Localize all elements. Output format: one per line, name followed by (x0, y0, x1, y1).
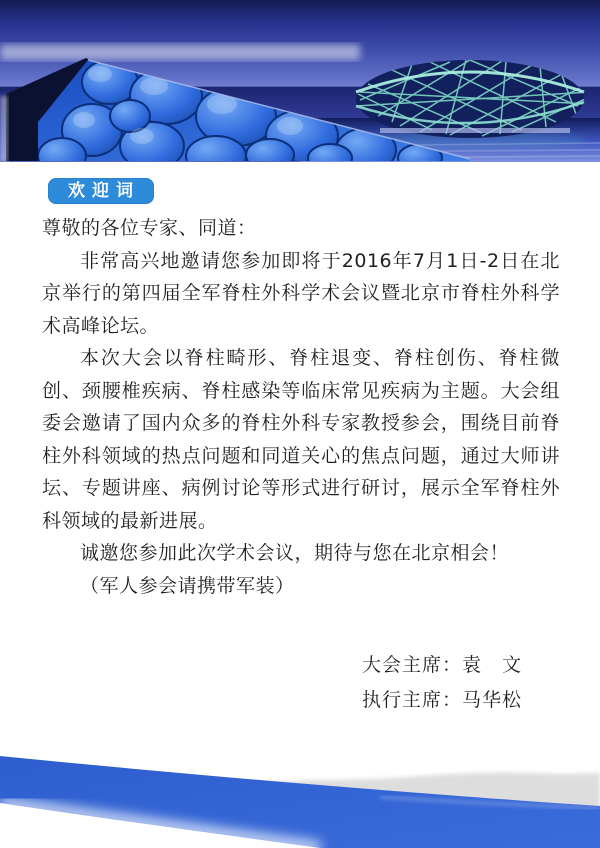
header-image (0, 0, 600, 162)
paragraph-uniform-note: （军人参会请携带军装） (80, 574, 295, 597)
signature-executive-chairman: 执行主席：马华松 (361, 689, 522, 711)
haze-band (0, 44, 360, 60)
footer-wave-illustration (0, 736, 600, 848)
welcome-letter-body (0, 212, 600, 602)
welcome-badge-label: 欢迎词 (68, 181, 140, 201)
paragraph-closing-invitation: 诚邀您参加此次学术会议，期待与您在北京相会！ (80, 542, 510, 564)
paragraph-invitation: 非常高兴地邀请您参加即将于2016年7月1日-2日在北京举行的第四届全军脊柱外科学术会议暨北京市脊柱外科学术高峰论坛。 (42, 249, 560, 337)
welcome-badge (48, 178, 154, 204)
signature-conference-chairman: 大会主席：袁 文 (361, 654, 522, 676)
blue-swoosh (0, 756, 600, 848)
water-cube-birds-nest-illustration (0, 0, 600, 162)
salutation: 尊敬的各位专家、同道： (42, 217, 257, 239)
paragraph-conference-theme: 本次大会以脊柱畸形、脊柱退变、脊柱创伤、脊柱微创、颈腰椎疾病、脊柱感染等临床常见疾病为主题。大会组委会邀请了国内众多的脊柱外科专家教授参会，围绕目前脊柱外科领域的热点问题和同道关心的焦点问题，通过大师讲坛、专题讲座、病例讨论等形式进行研讨，展示全军脊柱外科领域的最新进展。 (42, 347, 560, 532)
signature-block (0, 648, 600, 718)
footer-wave (0, 736, 600, 848)
